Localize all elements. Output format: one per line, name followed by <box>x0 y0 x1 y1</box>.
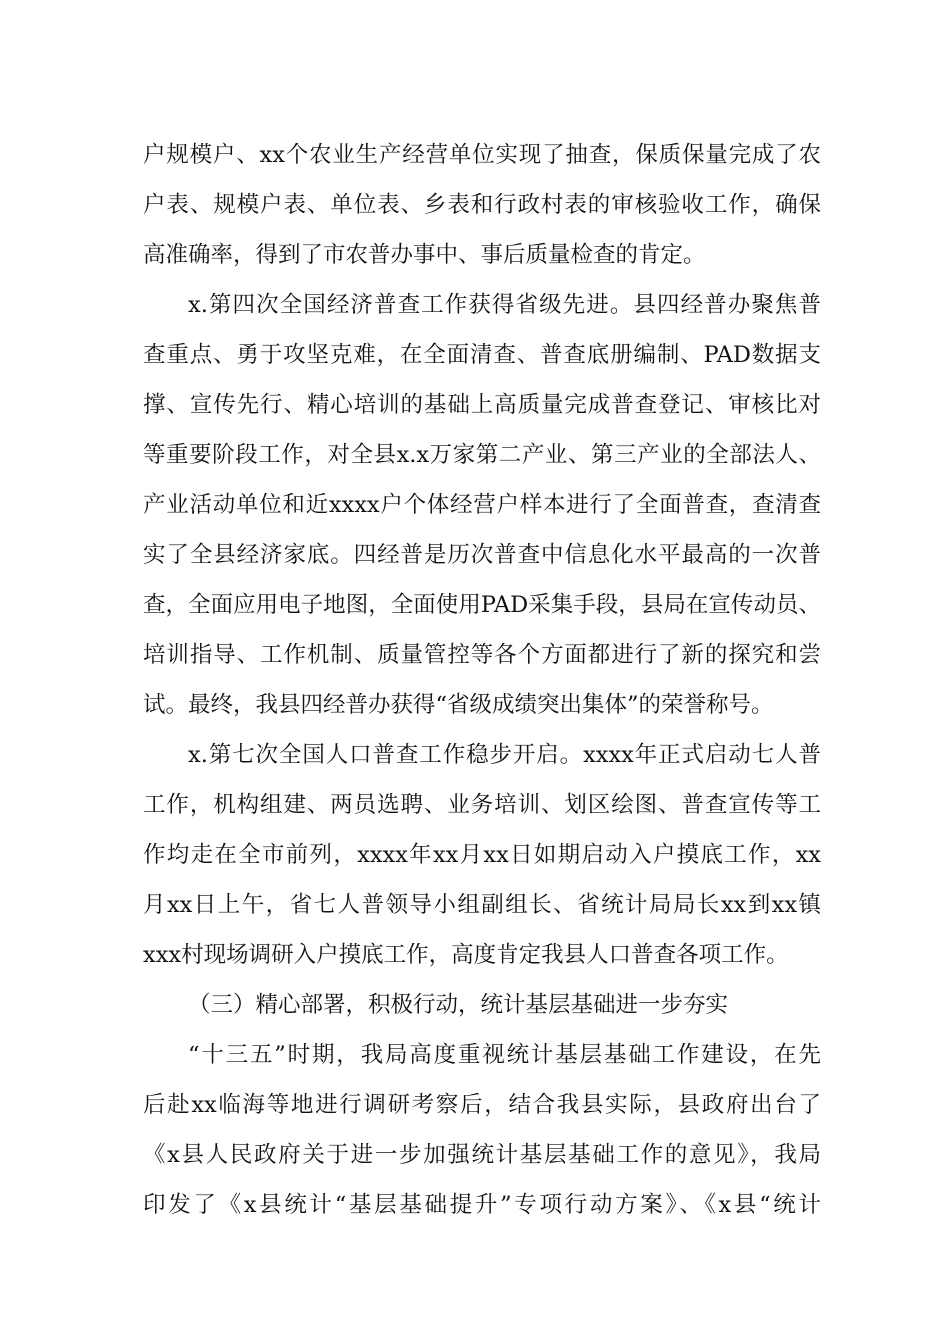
text-line: 工作，机构组建、两员选聘、业务培训、划区绘图、普查宣传等工 <box>143 792 821 818</box>
text-line: “十三五”时期，我局高度重视统计基层基础工作建设，在先 <box>188 1042 821 1068</box>
text-line: 查，全面应用电子地图，全面使用PAD采集手段，县局在宣传动员、 <box>143 592 821 618</box>
text-line: 作均走在全市前列，xxxx年xx月xx日如期启动入户摸底工作，xx <box>143 842 821 868</box>
text-line: 后赴xx临海等地进行调研考察后，结合我县实际，县政府出台了 <box>143 1092 821 1118</box>
text-line: x.第四次全国经济普查工作获得省级先进。县四经普办聚焦普 <box>188 292 821 318</box>
text-line: x.第七次全国人口普查工作稳步开启。xxxx年正式启动七人普 <box>188 742 821 768</box>
text-line: 培训指导、工作机制、质量管控等各个方面都进行了新的探究和尝 <box>143 642 821 668</box>
text-line: 产业活动单位和近xxxx户个体经营户样本进行了全面普查，查清查 <box>143 492 821 518</box>
text-line: 实了全县经济家底。四经普是历次普查中信息化水平最高的一次普 <box>143 542 821 568</box>
text-line: 等重要阶段工作，对全县x.x万家第二产业、第三产业的全部法人、 <box>143 442 821 468</box>
text-line: 印发了《x县统计“基层基础提升”专项行动方案》、《x县“统计 <box>143 1192 821 1218</box>
section-heading: （三）精心部署，积极行动，统计基层基础进一步夯实 <box>188 992 729 1018</box>
section-heading-3 <box>143 980 821 1030</box>
text-line: 撑、宣传先行、精心培训的基础上高质量完成普查登记、审核比对 <box>143 392 821 418</box>
paragraph-seventh-population-census <box>143 730 821 980</box>
text-line: 试。最终，我县四经普办获得“省级成绩突出集体”的荣誉称号。 <box>143 692 774 718</box>
document-body <box>143 130 821 1230</box>
text-line: 月xx日上午，省七人普领导小组副组长、省统计局局长xx到xx镇 <box>143 892 821 918</box>
text-line: 《x县人民政府关于进一步加强统计基层基础工作的意见》，我局 <box>143 1142 821 1168</box>
paragraph-thirteenth-five-year <box>143 1030 821 1230</box>
text-line: 查重点、勇于攻坚克难，在全面清查、普查底册编制、PAD数据支 <box>143 342 821 368</box>
text-line: 户表、规模户表、单位表、乡表和行政村表的审核验收工作，确保 <box>143 192 821 218</box>
text-line: 高准确率，得到了市农普办事中、事后质量检查的肯定。 <box>143 242 706 268</box>
paragraph-fourth-economic-census <box>143 280 821 730</box>
text-line: 户规模户、xx个农业生产经营单位实现了抽查，保质保量完成了农 <box>143 142 821 168</box>
paragraph-census-agri-end <box>143 130 821 280</box>
text-line: xxx村现场调研入户摸底工作，高度肯定我县人口普查各项工作。 <box>143 942 789 968</box>
